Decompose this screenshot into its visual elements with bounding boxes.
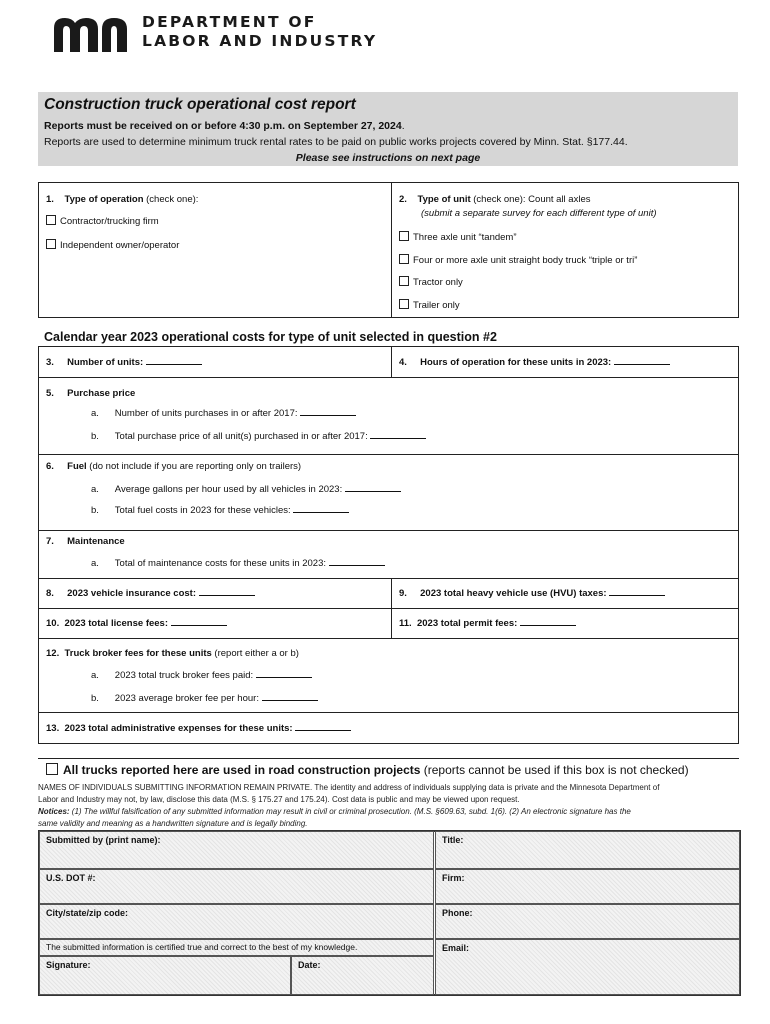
q2-note: (submit a separate survey for each different type of unit) xyxy=(421,208,657,219)
q7a-letter: a. xyxy=(91,558,99,569)
city-field[interactable] xyxy=(39,904,434,939)
q11-num: 11. xyxy=(399,618,412,629)
option-three-axle[interactable] xyxy=(399,231,517,243)
q12a-input[interactable] xyxy=(256,677,312,678)
q12b[interactable] xyxy=(91,693,318,704)
q13-num: 13. xyxy=(46,723,60,734)
checkbox[interactable] xyxy=(399,254,409,264)
checkbox[interactable] xyxy=(46,239,56,249)
privacy-line: NAMES OF INDIVIDUALS SUBMITTING INFORMATION REMAIN PRIVATE. The identity and address of individuals supplying data is private and the Minnesota Department of xyxy=(38,783,660,792)
checkbox[interactable] xyxy=(399,231,409,241)
q5b-letter: b. xyxy=(91,431,99,442)
q3-num: 3. xyxy=(46,357,54,368)
row-divider xyxy=(38,377,739,378)
q3-label: Number of units: xyxy=(67,357,144,368)
q5a-label: Number of units purchases in or after 2017: xyxy=(114,408,298,419)
col-divider xyxy=(391,578,392,638)
field-label: Submitted by (print name): xyxy=(46,835,161,845)
q6b-letter: b. xyxy=(91,505,99,516)
q7a[interactable] xyxy=(91,558,385,569)
instructions-note: Please see instructions on next page xyxy=(295,152,481,164)
option-label: Tractor only xyxy=(413,277,463,288)
q11-label: 2023 total permit fees: xyxy=(416,618,518,629)
q13-label: 2023 total administrative expenses for these units: xyxy=(64,723,293,734)
option-four-axle[interactable] xyxy=(399,254,637,266)
notices-label: Notices: xyxy=(38,807,70,816)
q10-license[interactable] xyxy=(46,618,227,629)
option-contractor[interactable] xyxy=(46,215,159,227)
q6-title: Fuel xyxy=(67,461,87,472)
q1-hint: (check one): xyxy=(143,194,199,205)
q4-input[interactable] xyxy=(614,364,670,365)
q12b-letter: b. xyxy=(91,693,99,704)
field-label: Email: xyxy=(442,943,470,953)
q2-title: Type of unit xyxy=(417,194,471,205)
department-line-1: DEPARTMENT OF xyxy=(142,13,317,31)
q12-num: 12. xyxy=(46,648,60,659)
purpose-text: Reports are used to determine minimum truck rental rates to be paid on public works projects covered by Minn. Stat. §177.44. xyxy=(44,136,628,148)
row-divider xyxy=(38,530,739,531)
costs-table xyxy=(38,346,739,744)
q7-title: Maintenance xyxy=(67,536,125,547)
checkbox[interactable] xyxy=(46,763,58,775)
certification-text: The submitted information is certified true and correct to the best of my knowledge. xyxy=(46,942,358,952)
option-label: Independent owner/operator xyxy=(60,240,180,251)
field-label: Title: xyxy=(442,835,464,845)
mn-logo-icon xyxy=(52,14,132,54)
checkbox[interactable] xyxy=(399,276,409,286)
q7-num: 7. xyxy=(46,536,54,547)
signature-field[interactable] xyxy=(39,956,291,995)
q1-label xyxy=(46,194,198,205)
field-label: Signature: xyxy=(46,960,91,970)
notices-text: (1) The willful falsification of any submitted information may result in civil or criminal prosecution. (M.S. §609.63, subd. 1(6). (2) An electronic signature has the xyxy=(69,807,631,816)
row-divider xyxy=(38,454,739,455)
q6b-input[interactable] xyxy=(293,512,349,513)
deadline-text xyxy=(44,120,405,132)
q6b-label: Total fuel costs in 2023 for these vehicles: xyxy=(114,505,291,516)
q12a-label: 2023 total truck broker fees paid: xyxy=(114,670,254,681)
q5-num: 5. xyxy=(46,388,54,399)
q5b[interactable] xyxy=(91,431,426,442)
q6-num: 6. xyxy=(46,461,54,472)
q12-label xyxy=(46,648,299,659)
dot-field[interactable] xyxy=(39,869,434,904)
option-label: Trailer only xyxy=(413,300,460,311)
row-divider xyxy=(38,578,739,579)
q12-hint: (report either a or b) xyxy=(211,648,299,659)
q12b-input[interactable] xyxy=(262,700,318,701)
q12b-label: 2023 average broker fee per hour: xyxy=(114,693,259,704)
q7a-input[interactable] xyxy=(329,565,385,566)
q9-label: 2023 total heavy vehicle use (HVU) taxes: xyxy=(420,588,607,599)
email-field[interactable] xyxy=(435,939,740,995)
q11-input[interactable] xyxy=(520,625,576,626)
q2-num: 2. xyxy=(399,194,407,205)
q6a[interactable] xyxy=(91,484,401,495)
field-label: City/state/zip code: xyxy=(46,908,129,918)
option-trailer[interactable] xyxy=(399,299,460,311)
notices-line: same validity and meaning as a handwritten signature and is legally binding. xyxy=(38,819,308,828)
q1-num: 1. xyxy=(46,194,54,205)
checkbox[interactable] xyxy=(46,215,56,225)
road-construction-check[interactable] xyxy=(46,763,689,777)
option-label: Four or more axle unit straight body truck “triple or tri” xyxy=(413,255,638,266)
q5a-input[interactable] xyxy=(300,415,356,416)
field-label: Date: xyxy=(298,960,321,970)
road-check-label: All trucks reported here are used in road construction projects xyxy=(63,763,421,777)
q2-hint: (check one): Count all axles xyxy=(470,194,591,205)
q4-num: 4. xyxy=(399,357,407,368)
checkbox[interactable] xyxy=(399,299,409,309)
privacy-notice xyxy=(38,782,659,830)
q6-label xyxy=(46,461,301,472)
q5b-input[interactable] xyxy=(370,438,426,439)
q5a[interactable] xyxy=(91,408,356,419)
q5b-label: Total purchase price of all unit(s) purchased in or after 2017: xyxy=(114,431,368,442)
option-label: Three axle unit “tandem” xyxy=(413,232,517,243)
submitted-by-field[interactable] xyxy=(39,831,434,869)
field-label: Firm: xyxy=(442,873,465,883)
q6a-input[interactable] xyxy=(345,491,401,492)
q8-num: 8. xyxy=(46,588,54,599)
option-tractor[interactable] xyxy=(399,276,463,288)
q4-hours[interactable] xyxy=(399,357,670,368)
row-divider xyxy=(38,712,739,713)
q5a-letter: a. xyxy=(91,408,99,419)
q6a-label: Average gallons per hour used by all vehicles in 2023: xyxy=(114,484,343,495)
q7-label xyxy=(46,536,125,547)
q12a[interactable] xyxy=(91,670,312,681)
department-line-2: LABOR AND INDUSTRY xyxy=(142,32,378,50)
section-heading: Calendar year 2023 operational costs for type of unit selected in question #2 xyxy=(44,330,497,344)
col-divider xyxy=(391,346,392,377)
field-label: Phone: xyxy=(442,908,473,918)
q12-title: Truck broker fees for these units xyxy=(64,648,212,659)
certification-row xyxy=(39,939,434,956)
q10-label: 2023 total license fees: xyxy=(64,618,168,629)
page-title: Construction truck operational cost report xyxy=(44,96,356,113)
q8-label: 2023 vehicle insurance cost: xyxy=(67,588,196,599)
divider xyxy=(38,758,739,759)
q10-input[interactable] xyxy=(171,625,227,626)
field-label: U.S. DOT #: xyxy=(46,873,96,883)
q1-title: Type of operation xyxy=(64,194,144,205)
report-header xyxy=(38,92,738,166)
q4-label: Hours of operation for these units in 2023: xyxy=(420,357,612,368)
row-divider xyxy=(38,638,739,639)
q7a-label: Total of maintenance costs for these units in 2023: xyxy=(114,558,327,569)
q10-num: 10. xyxy=(46,618,60,629)
title-field[interactable] xyxy=(435,831,740,869)
q12a-letter: a. xyxy=(91,670,99,681)
road-check-hint: (reports cannot be used if this box is not checked) xyxy=(420,763,689,777)
date-field[interactable] xyxy=(291,956,434,995)
deadline-period: . xyxy=(401,120,405,132)
q6-hint: (do not include if you are reporting only on trailers) xyxy=(86,461,302,472)
q11-permit[interactable] xyxy=(399,618,576,629)
row-divider xyxy=(38,608,739,609)
option-label: Contractor/trucking firm xyxy=(60,216,159,227)
q9-num: 9. xyxy=(399,588,407,599)
q13-admin[interactable] xyxy=(46,723,351,734)
phone-field[interactable] xyxy=(435,904,740,939)
q8-input[interactable] xyxy=(199,595,255,596)
privacy-line: Labor and Industry may not, by law, disclose this data (M.S. § 175.27 and 175.24). Cost data is public and may be viewed upon request. xyxy=(38,795,520,804)
q3-input[interactable] xyxy=(146,364,202,365)
option-owner-operator[interactable] xyxy=(46,239,179,251)
q6a-letter: a. xyxy=(91,484,99,495)
q9-hvu[interactable] xyxy=(399,588,665,599)
q8-insurance[interactable] xyxy=(46,588,255,599)
q2-label xyxy=(399,194,591,205)
firm-field[interactable] xyxy=(435,869,740,904)
q5-label xyxy=(46,388,135,399)
q9-input[interactable] xyxy=(609,595,665,596)
department-name xyxy=(142,13,377,51)
q6b[interactable] xyxy=(91,505,349,516)
q5-title: Purchase price xyxy=(67,388,136,399)
divider xyxy=(391,182,392,318)
notices-line xyxy=(38,806,659,818)
q13-input[interactable] xyxy=(295,730,351,731)
q3-units[interactable] xyxy=(46,357,202,368)
deadline-value: Reports must be received on or before 4:30 p.m. on September 27, 2024 xyxy=(44,120,402,132)
